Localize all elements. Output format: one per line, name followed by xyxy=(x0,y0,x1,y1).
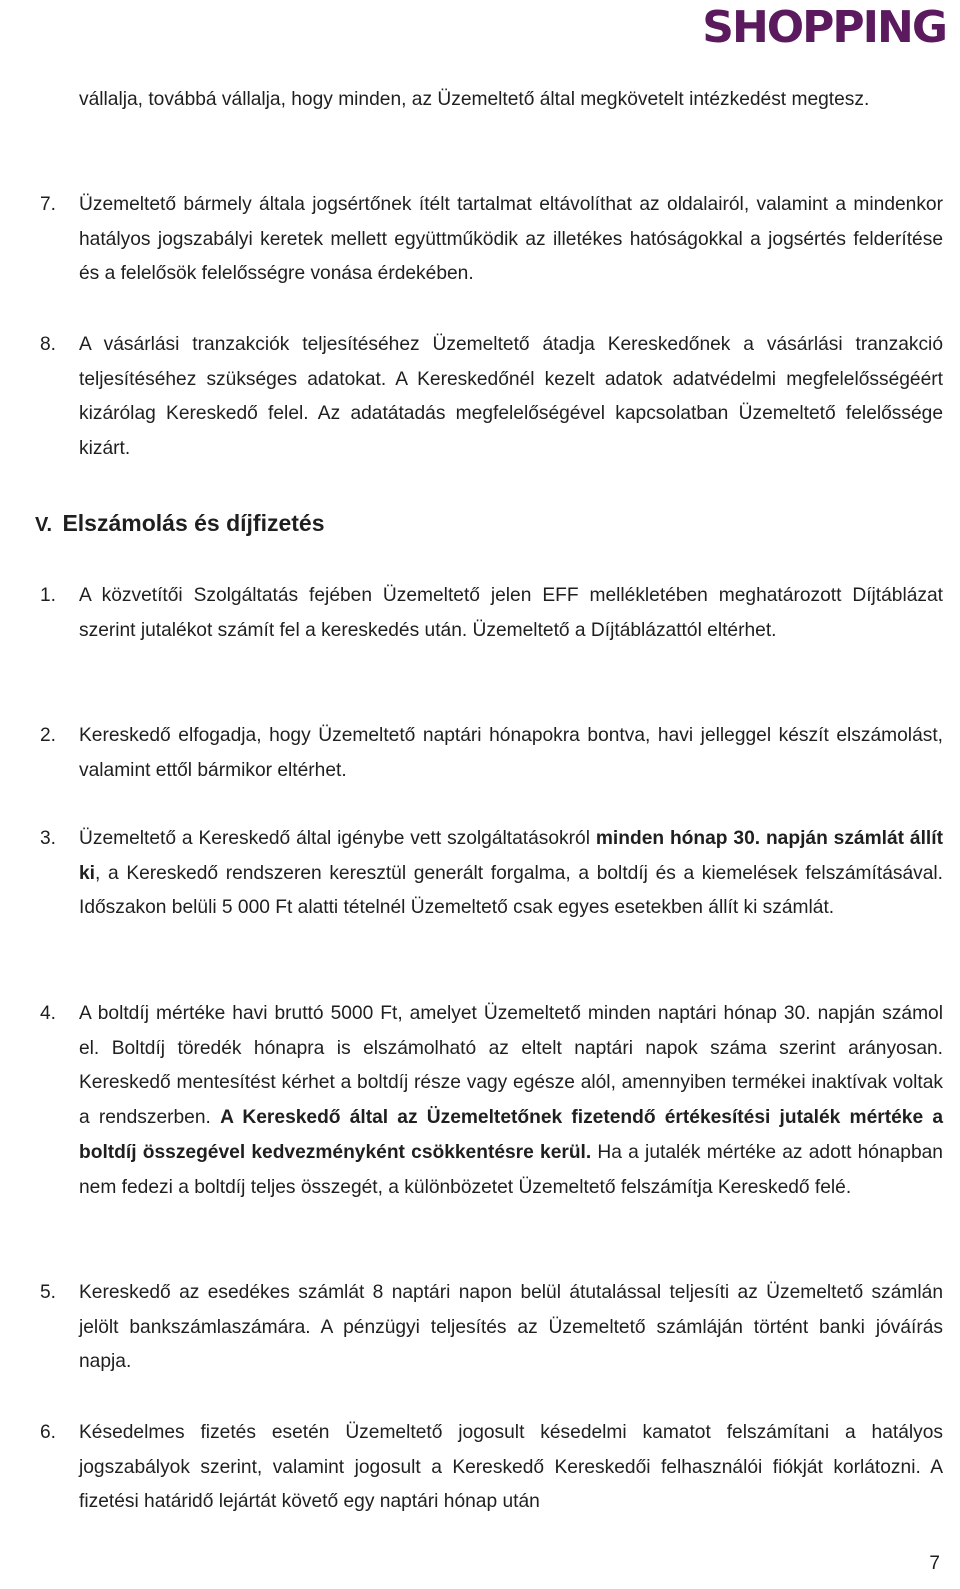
logo-text: SHOPPING xyxy=(702,2,946,53)
item-text: Üzemeltető bármely általa jogsértőnek ítélt tartalmat eltávolíthat az oldalairól, valamint a mindenkor hatályos jogszabályi keretek mellett együttműködik az illetékes hatóságokkal a jogsértés felderítése és a felelősök felelősségre vonása érdekében. xyxy=(79,194,943,285)
item-text xyxy=(79,822,943,926)
item-text: Késedelmes fizetés esetén Üzemeltető jogosult késedelmi kamatot felszámítani a hatályos jogszabályok szerint, valamint jogosult a Kereskedő Kereskedői felhasználói fiókját korlátozni. A fizetési határidő lejártát követő egy naptári hónap után xyxy=(79,1422,943,1513)
item-text xyxy=(79,997,943,1205)
item-text: A vásárlási tranzakciók teljesítéséhez Üzemeltető átadja Kereskedőnek a vásárlási tranzakció teljesítéséhez szükséges adatokat. A Kereskedőnél kezelt adatok adatvédelmi megfelelősségéért kizárólag Kereskedő felel. Az adatátadás megfelelőségével kapcsolatban Üzemeltető felelőssége kizárt. xyxy=(79,334,943,460)
item-text: Kereskedő az esedékes számlát 8 naptári napon belül átutalással teljesíti az Üzemeltető számlán jelölt bankszámlaszámára. A pénzügyi teljesítés az Üzemeltető számláján történt banki jóváírás napja. xyxy=(79,1282,943,1373)
page-number: 7 xyxy=(929,1553,940,1574)
item-text: Kereskedő elfogadja, hogy Üzemeltető naptári hónapokra bontva, havi jelleggel készít elszámolást, valamint ettől bármikor eltérhet. xyxy=(79,725,943,781)
item-number: 5. xyxy=(40,1282,57,1303)
item-text-pre: Üzemeltető a Kereskedő által igénybe vett szolgáltatásokról xyxy=(79,828,596,849)
item-text-post: , a Kereskedő rendszeren keresztül generált forgalma, a boltdíj és a kiemelések felszámításával. Időszakon belüli 5 000 Ft alatti tételnél Üzemeltető csak egyes esetekben állít ki számlát. xyxy=(79,862,943,919)
item-number: 8. xyxy=(40,334,57,355)
item-text-bold: minden hónap 30. napján számlát állít ki xyxy=(79,828,943,884)
item-number: 1. xyxy=(40,585,57,606)
shopping-logo xyxy=(702,2,946,54)
item-number: 3. xyxy=(40,828,57,849)
section-roman-numeral: V. xyxy=(35,514,53,536)
section-title: Elszámolás és díjfizetés xyxy=(62,510,325,536)
section-heading xyxy=(35,506,325,542)
item-number: 2. xyxy=(40,725,57,746)
item-text-bold: A Kereskedő által az Üzemeltetőnek fizetendő értékesítési jutalék mértéke a boltdíj összegével kedvezményként csökkentésre kerül. xyxy=(79,1107,943,1163)
item-number: 6. xyxy=(40,1422,57,1443)
item-text: A közvetítői Szolgáltatás fejében Üzemeltető jelen EFF mellékletében meghatározott Díjtáblázat szerint jutalékot számít fel a kereskedés után. Üzemeltető a Díjtáblázattól eltérhet. xyxy=(79,585,943,641)
item-text-pre: A boltdíj mértéke havi bruttó 5000 Ft, amelyet Üzemeltető minden naptári hónap 30. napján számol el. Boltdíj töredék hónapra is elszámolható az eltelt naptári napok száma szerint arányosan. Kereskedő mentesítést kérhet a boltdíj része vagy egésze alól, amennyiben termékei inaktívak voltak a rendszerben. xyxy=(79,1003,943,1129)
intro-paragraph: vállalja, továbbá vállalja, hogy minden, az Üzemeltető által megkövetelt intézkedést megtesz. xyxy=(79,89,870,110)
item-number: 7. xyxy=(40,194,57,215)
item-number: 4. xyxy=(40,1003,57,1024)
item-text-post: Ha a jutalék mértéke az adott hónapban nem fedezi a boltdíj teljes összegét, a különbözetet Üzemeltető felszámítja Kereskedő felé. xyxy=(79,1141,943,1198)
